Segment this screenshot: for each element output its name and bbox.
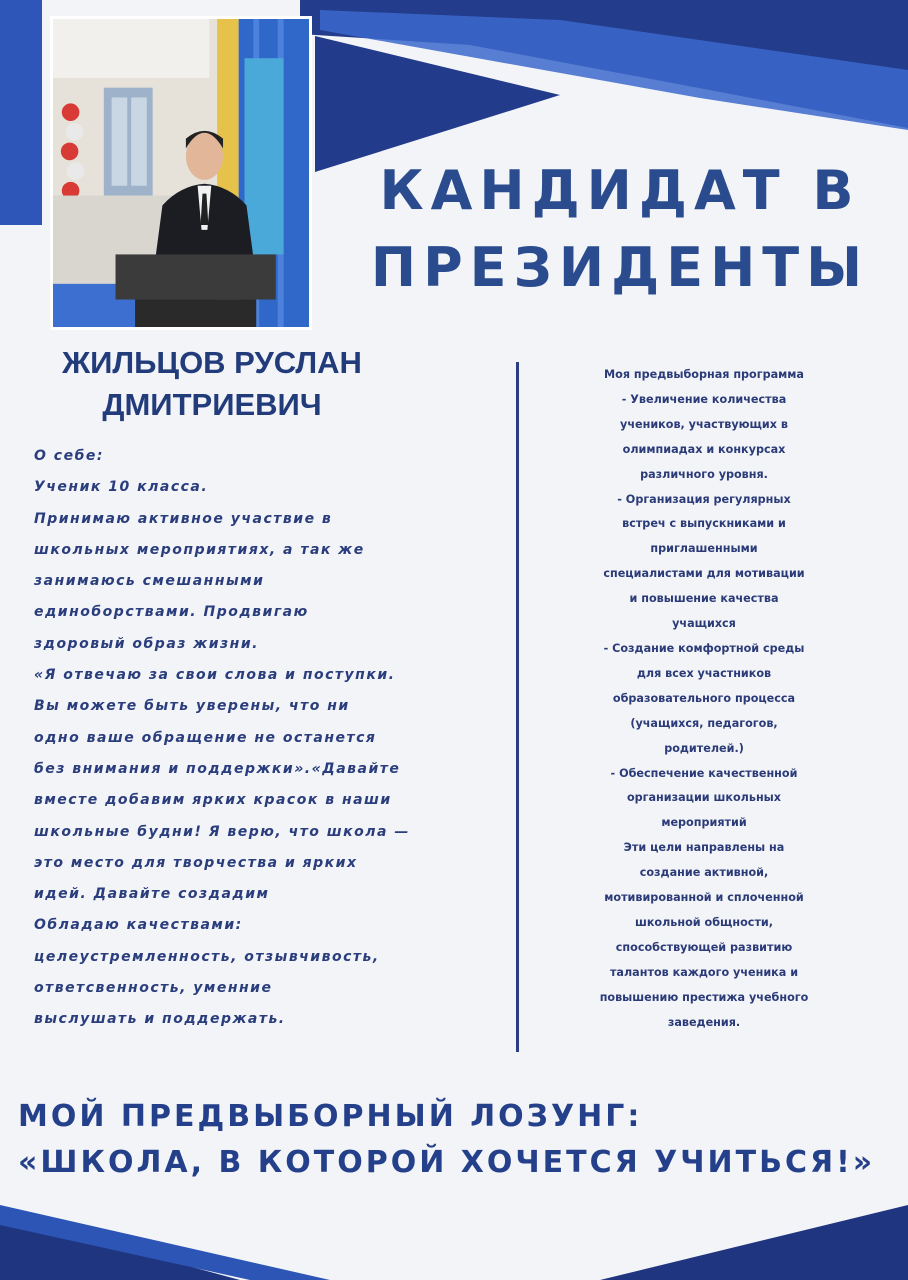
about-line: Принимаю активное участвие в xyxy=(34,510,333,527)
about-line: единоборствами. Продвигаю xyxy=(34,604,309,621)
program-line: приглашенными xyxy=(650,542,758,556)
program-line: - Организация регулярных xyxy=(617,492,791,506)
about-line: ответсвенность, уменние xyxy=(34,980,273,997)
name-line: ЖИЛЬЦОВ РУСЛАН xyxy=(62,345,362,380)
program-line: - Обеспечение качественной xyxy=(610,766,798,780)
about-line: школьные будни! Я верю, что школа — xyxy=(34,823,410,840)
about-line: Вы можете быть уверены, что ни xyxy=(34,698,350,715)
title-line: ПРЕЗИДЕНТЫ xyxy=(370,236,870,299)
about-line: одно ваше обращение не останется xyxy=(34,729,377,746)
about-line: «Я отвечаю за свои слова и поступки. xyxy=(34,667,396,684)
program-line: специалистами для мотивации xyxy=(603,567,805,581)
program-line: - Создание комфортной среды xyxy=(603,641,805,655)
poster-title xyxy=(360,152,880,306)
election-program xyxy=(536,363,872,1035)
program-line: учащихся xyxy=(672,617,736,631)
slogan-line: МОЙ ПРЕДВЫБОРНЫЙ ЛОЗУНГ: xyxy=(18,1099,643,1134)
about-line: выслушать и поддержать. xyxy=(34,1011,286,1028)
about-line: О себе: xyxy=(34,448,104,464)
program-line: и повышение качества xyxy=(629,592,779,606)
about-line: вместе добавим ярких красок в наши xyxy=(34,792,392,809)
program-line: (учащихся, педагогов, xyxy=(630,716,778,730)
program-line: учеников, участвующих в xyxy=(620,417,788,431)
campaign-slogan xyxy=(18,1094,898,1186)
about-line: занимаюсь смешанными xyxy=(34,573,265,590)
about-section xyxy=(34,441,518,1036)
about-line: без внимания и поддержки».«Давайте xyxy=(34,760,401,777)
about-line: Ученик 10 класса. xyxy=(34,479,209,496)
program-line: создание активной, xyxy=(639,866,769,880)
candidate-photo xyxy=(50,16,312,330)
program-line: организации школьных xyxy=(626,791,782,805)
program-line: способствующей развитию xyxy=(615,940,793,954)
program-line: - Увеличение количества xyxy=(621,392,787,406)
about-line: здоровый образ жизни. xyxy=(34,635,259,652)
program-line: заведения. xyxy=(667,1015,741,1029)
program-line: школьной общности, xyxy=(634,915,774,929)
program-line: различного уровня. xyxy=(640,467,768,481)
program-line: Эти цели направлены на xyxy=(623,841,785,855)
title-line: КАНДИДАТ В xyxy=(379,159,861,222)
candidate-name xyxy=(22,342,402,426)
column-divider xyxy=(516,362,519,1052)
program-line: для всех участников xyxy=(636,666,772,680)
program-line: мероприятий xyxy=(661,816,747,830)
program-line: повышению престижа учебного xyxy=(599,990,809,1004)
name-line: ДМИТРИЕВИЧ xyxy=(102,387,322,422)
program-line: мотивированной и сплоченной xyxy=(604,891,804,905)
about-line: это место для творчества и ярких xyxy=(34,854,358,871)
about-line: школьных мероприятиях, а так же xyxy=(34,541,365,558)
program-line: встреч с выпускниками и xyxy=(622,517,786,531)
about-line: идей. Давайте создадим xyxy=(34,886,270,903)
program-line: талантов каждого ученика и xyxy=(609,965,799,979)
slogan-line: «ШКОЛА, В КОТОРОЙ ХОЧЕТСЯ УЧИТЬСЯ!» xyxy=(18,1145,876,1180)
program-line: родителей.) xyxy=(664,741,744,755)
about-line: целеустремленность, отзывчивость, xyxy=(34,948,380,965)
program-line: Моя предвыборная программа xyxy=(604,368,804,381)
program-line: олимпиадах и конкурсах xyxy=(622,442,786,456)
about-line: Обладаю качествами: xyxy=(34,917,243,934)
program-line: образовательного процесса xyxy=(612,691,796,705)
